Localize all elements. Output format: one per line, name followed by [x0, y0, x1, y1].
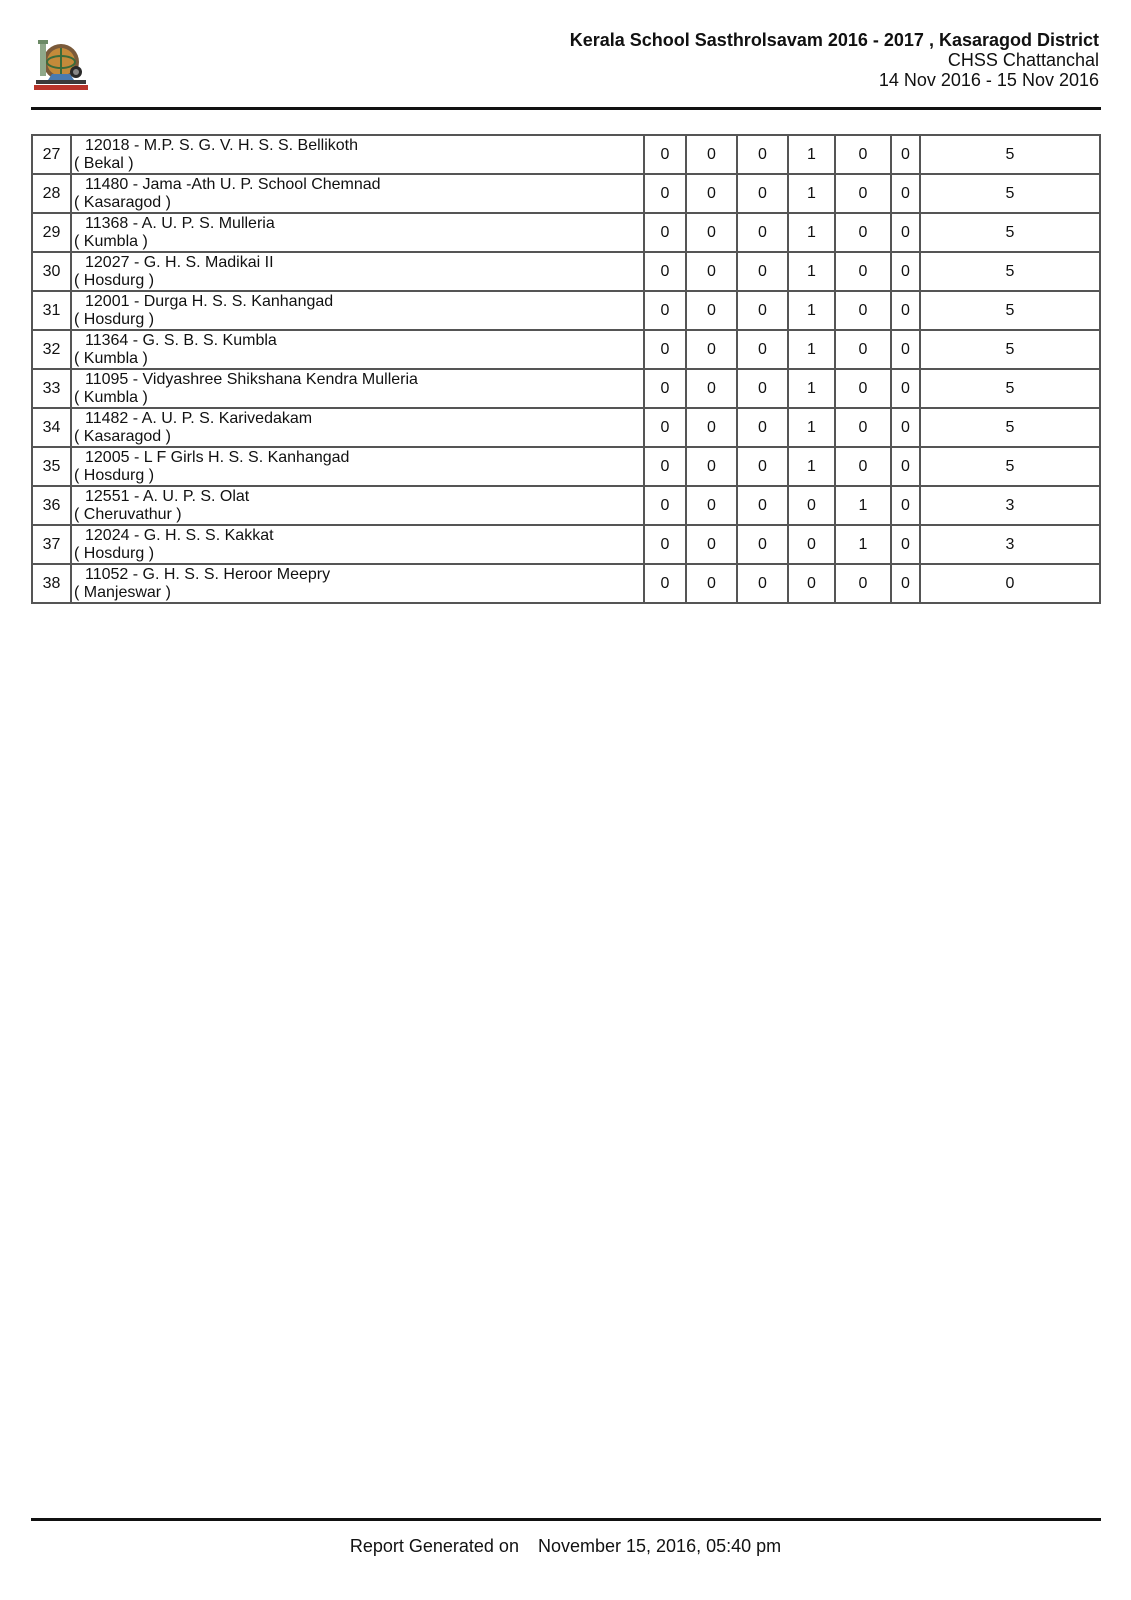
school-name: 11095 - Vidyashree Shikshana Kendra Mulleria [85, 370, 418, 388]
points-cell: 5 [920, 252, 1100, 291]
rank-cell: 34 [32, 408, 71, 447]
school-name: 11368 - A. U. P. S. Mulleria [85, 214, 275, 232]
count-cell-5: 0 [835, 330, 891, 369]
count-cell-4: 1 [788, 135, 835, 174]
count-cell-2: 0 [686, 408, 737, 447]
event-dates: 14 Nov 2016 - 15 Nov 2016 [878, 70, 1099, 90]
points-cell: 5 [920, 213, 1100, 252]
table-row [32, 447, 1100, 486]
points-cell: 5 [920, 135, 1100, 174]
count-cell-4: 1 [788, 291, 835, 330]
footer-label: Report Generated on [349, 1536, 519, 1556]
count-cell-4: 1 [788, 369, 835, 408]
table-row [32, 564, 1100, 603]
points-cell: 5 [920, 369, 1100, 408]
points-cell: 0 [920, 564, 1100, 603]
count-cell-5: 0 [835, 213, 891, 252]
count-cell-1: 0 [644, 369, 686, 408]
count-cell-1: 0 [644, 447, 686, 486]
rank-cell: 33 [32, 369, 71, 408]
count-cell-3: 0 [737, 447, 788, 486]
count-cell-4: 1 [788, 408, 835, 447]
school-cell [71, 408, 644, 447]
count-cell-1: 0 [644, 252, 686, 291]
rank-cell: 38 [32, 564, 71, 603]
count-cell-6: 0 [891, 174, 920, 213]
count-cell-1: 0 [644, 330, 686, 369]
count-cell-4: 1 [788, 213, 835, 252]
count-cell-6: 0 [891, 447, 920, 486]
subdistrict-name: ( Hosdurg ) [74, 544, 155, 562]
count-cell-3: 0 [737, 291, 788, 330]
count-cell-2: 0 [686, 447, 737, 486]
subdistrict-name: ( Manjeswar ) [74, 583, 171, 601]
table-row [32, 252, 1100, 291]
header-divider [31, 107, 1101, 110]
school-name: 11052 - G. H. S. S. Heroor Meepry [85, 565, 331, 583]
subdistrict-name: ( Kasaragod ) [74, 193, 171, 211]
school-name: 12024 - G. H. S. S. Kakkat [85, 526, 274, 544]
rank-cell: 27 [32, 135, 71, 174]
table-row [32, 486, 1100, 525]
count-cell-5: 0 [835, 174, 891, 213]
rank-cell: 32 [32, 330, 71, 369]
rank-cell: 37 [32, 525, 71, 564]
count-cell-5: 0 [835, 135, 891, 174]
count-cell-3: 0 [737, 174, 788, 213]
count-cell-3: 0 [737, 564, 788, 603]
count-cell-2: 0 [686, 330, 737, 369]
report-footer [0, 1536, 1131, 1557]
count-cell-4: 1 [788, 252, 835, 291]
school-cell [71, 564, 644, 603]
subdistrict-name: ( Hosdurg ) [74, 310, 155, 328]
rank-cell: 29 [32, 213, 71, 252]
count-cell-1: 0 [644, 174, 686, 213]
count-cell-1: 0 [644, 408, 686, 447]
count-cell-3: 0 [737, 525, 788, 564]
points-cell: 5 [920, 291, 1100, 330]
points-cell: 5 [920, 447, 1100, 486]
table-row [32, 369, 1100, 408]
report-title: Kerala School Sasthrolsavam 2016 - 2017 , Kasaragod District [569, 30, 1099, 50]
school-name: 11482 - A. U. P. S. Karivedakam [85, 409, 313, 427]
count-cell-3: 0 [737, 369, 788, 408]
count-cell-3: 0 [737, 486, 788, 525]
points-cell: 5 [920, 408, 1100, 447]
points-cell: 5 [920, 330, 1100, 369]
school-name: 12551 - A. U. P. S. Olat [85, 487, 250, 505]
count-cell-6: 0 [891, 330, 920, 369]
count-cell-2: 0 [686, 369, 737, 408]
count-cell-3: 0 [737, 252, 788, 291]
school-name: 12018 - M.P. S. G. V. H. S. S. Bellikoth [85, 136, 359, 154]
count-cell-5: 0 [835, 564, 891, 603]
count-cell-6: 0 [891, 135, 920, 174]
count-cell-4: 1 [788, 330, 835, 369]
school-name: 11364 - G. S. B. S. Kumbla [85, 331, 277, 349]
count-cell-6: 0 [891, 252, 920, 291]
count-cell-2: 0 [686, 135, 737, 174]
count-cell-2: 0 [686, 252, 737, 291]
count-cell-1: 0 [644, 135, 686, 174]
school-name: 11480 - Jama -Ath U. P. School Chemnad [85, 175, 381, 193]
generated-timestamp: November 15, 2016, 05:40 pm [537, 1536, 782, 1556]
footer-divider [31, 1518, 1101, 1521]
count-cell-1: 0 [644, 213, 686, 252]
count-cell-2: 0 [686, 291, 737, 330]
rank-cell: 35 [32, 447, 71, 486]
school-name: 12027 - G. H. S. Madikai II [85, 253, 274, 271]
count-cell-4: 0 [788, 564, 835, 603]
count-cell-1: 0 [644, 486, 686, 525]
count-cell-3: 0 [737, 135, 788, 174]
count-cell-2: 0 [686, 213, 737, 252]
count-cell-6: 0 [891, 369, 920, 408]
table-row [32, 408, 1100, 447]
points-cell: 5 [920, 174, 1100, 213]
results-table [31, 134, 1101, 604]
rank-cell: 36 [32, 486, 71, 525]
rank-cell: 31 [32, 291, 71, 330]
subdistrict-name: ( Hosdurg ) [74, 466, 155, 484]
school-cell [71, 525, 644, 564]
count-cell-6: 0 [891, 486, 920, 525]
count-cell-1: 0 [644, 564, 686, 603]
subdistrict-name: ( Hosdurg ) [74, 271, 155, 289]
emblem-logo-icon [30, 36, 92, 92]
count-cell-3: 0 [737, 408, 788, 447]
subdistrict-name: ( Bekal ) [74, 154, 134, 172]
count-cell-1: 0 [644, 525, 686, 564]
subdistrict-name: ( Cheruvathur ) [74, 505, 182, 523]
school-cell [71, 486, 644, 525]
count-cell-5: 0 [835, 369, 891, 408]
school-cell [71, 447, 644, 486]
school-cell [71, 174, 644, 213]
count-cell-6: 0 [891, 408, 920, 447]
count-cell-4: 0 [788, 525, 835, 564]
rank-cell: 30 [32, 252, 71, 291]
count-cell-5: 0 [835, 252, 891, 291]
count-cell-5: 1 [835, 525, 891, 564]
points-cell: 3 [920, 486, 1100, 525]
table-row [32, 213, 1100, 252]
count-cell-4: 1 [788, 174, 835, 213]
school-cell [71, 135, 644, 174]
school-cell [71, 330, 644, 369]
count-cell-5: 0 [835, 408, 891, 447]
school-name: 12005 - L F Girls H. S. S. Kanhangad [85, 448, 350, 466]
table-row [32, 291, 1100, 330]
count-cell-5: 0 [835, 447, 891, 486]
count-cell-2: 0 [686, 174, 737, 213]
count-cell-6: 0 [891, 291, 920, 330]
table-row [32, 135, 1100, 174]
subdistrict-name: ( Kasaragod ) [74, 427, 171, 445]
school-cell [71, 291, 644, 330]
count-cell-5: 0 [835, 291, 891, 330]
count-cell-1: 0 [644, 291, 686, 330]
school-cell [71, 369, 644, 408]
count-cell-2: 0 [686, 564, 737, 603]
rank-cell: 28 [32, 174, 71, 213]
school-name: 12001 - Durga H. S. S. Kanhangad [85, 292, 334, 310]
count-cell-2: 0 [686, 486, 737, 525]
subdistrict-name: ( Kumbla ) [74, 388, 148, 406]
count-cell-5: 1 [835, 486, 891, 525]
count-cell-2: 0 [686, 525, 737, 564]
points-cell: 3 [920, 525, 1100, 564]
count-cell-6: 0 [891, 213, 920, 252]
count-cell-6: 0 [891, 525, 920, 564]
count-cell-3: 0 [737, 213, 788, 252]
school-cell [71, 213, 644, 252]
report-header [570, 30, 1099, 90]
table-row [32, 330, 1100, 369]
count-cell-4: 0 [788, 486, 835, 525]
subdistrict-name: ( Kumbla ) [74, 232, 148, 250]
venue: CHSS Chattanchal [947, 50, 1099, 70]
table-row [32, 525, 1100, 564]
table-row [32, 174, 1100, 213]
count-cell-4: 1 [788, 447, 835, 486]
count-cell-3: 0 [737, 330, 788, 369]
school-cell [71, 252, 644, 291]
subdistrict-name: ( Kumbla ) [74, 349, 148, 367]
count-cell-6: 0 [891, 564, 920, 603]
